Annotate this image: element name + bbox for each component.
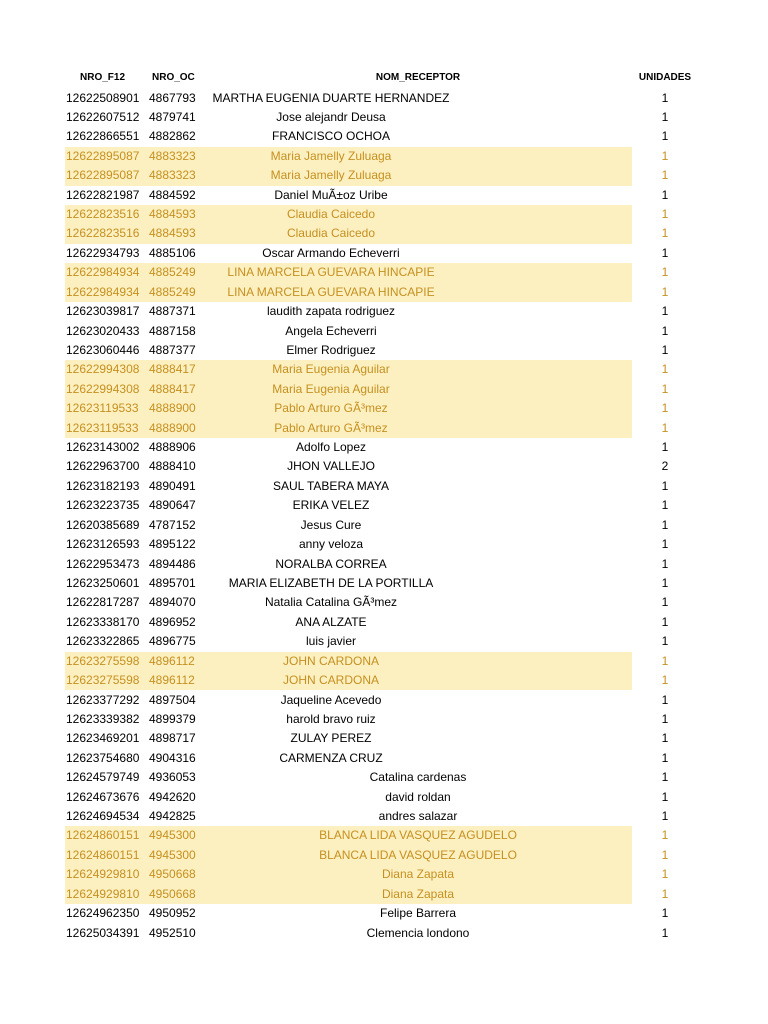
cell-nom-receptor: harold bravo ruiz (286, 711, 376, 726)
cell-nro-oc: 4950952 (149, 906, 196, 921)
cell-nom-receptor: Felipe Barrera (379, 906, 457, 921)
cell-nom-receptor: Clemencia londono (366, 925, 470, 940)
header-unidades: UNIDADES (638, 72, 692, 83)
cell-unidades: 1 (661, 401, 669, 416)
cell-nom-receptor: Diana Zapata (381, 867, 455, 882)
cell-unidades: 1 (661, 595, 669, 610)
cell-unidades: 1 (661, 867, 669, 882)
cell-nom-receptor: ZULAY PEREZ (290, 731, 372, 746)
cell-nom-receptor: Jose alejandr Deusa (276, 109, 386, 124)
cell-nro-f12: 12622994308 (66, 381, 140, 396)
table-row (0, 322, 768, 341)
cell-unidades: 1 (661, 847, 669, 862)
cell-nom-receptor: LINA MARCELA GUEVARA HINCAPIE (227, 265, 435, 280)
cell-nom-receptor: JOHN CARDONA (282, 673, 379, 688)
cell-nom-receptor: Pablo Arturo GÃ³mez (274, 401, 388, 416)
cell-nro-f12: 12623119533 (66, 420, 139, 435)
cell-nro-f12: 12624673676 (66, 789, 140, 804)
cell-nro-oc: 4888900 (149, 420, 196, 435)
table-row (0, 788, 768, 807)
cell-unidades: 1 (661, 614, 669, 629)
cell-nro-f12: 12622994308 (66, 362, 140, 377)
cell-nro-f12: 12622508901 (66, 90, 140, 105)
cell-unidades: 1 (661, 148, 669, 163)
cell-nro-oc: 4885249 (149, 265, 196, 280)
table-row (0, 846, 768, 865)
cell-nom-receptor: MARTHA EUGENIA DUARTE HERNANDEZ (212, 90, 450, 105)
cell-nro-oc: 4884592 (149, 187, 196, 202)
cell-nro-f12: 12623275598 (66, 653, 140, 668)
cell-nro-oc: 4896112 (149, 673, 195, 688)
cell-nro-f12: 12624962350 (66, 906, 140, 921)
cell-unidades: 1 (661, 90, 669, 105)
table-row (0, 205, 768, 224)
cell-nro-oc: 4879741 (149, 109, 196, 124)
cell-nro-oc: 4888417 (149, 381, 196, 396)
cell-unidades: 1 (661, 692, 669, 707)
cell-unidades: 1 (661, 886, 669, 901)
cell-unidades: 1 (661, 653, 669, 668)
cell-nro-f12: 12623754680 (66, 750, 140, 765)
cell-nom-receptor: LINA MARCELA GUEVARA HINCAPIE (227, 284, 435, 299)
table-row (0, 283, 768, 302)
header-nom-receptor: NOM_RECEPTOR (375, 72, 461, 83)
table-row (0, 147, 768, 166)
table-row (0, 477, 768, 496)
cell-nro-f12: 12622817287 (66, 595, 140, 610)
table-row (0, 127, 768, 146)
table-row (0, 652, 768, 671)
cell-nro-oc: 4887377 (149, 342, 196, 357)
cell-nro-f12: 12623020433 (66, 323, 140, 338)
header-nro-oc: NRO_OC (152, 72, 195, 83)
cell-nom-receptor: Daniel MuÃ±oz Uribe (274, 187, 388, 202)
cell-unidades: 1 (661, 304, 669, 319)
table-row (0, 691, 768, 710)
table-row (0, 768, 768, 787)
cell-nro-oc: 4888900 (149, 401, 196, 416)
cell-nro-oc: 4945300 (149, 847, 196, 862)
table-row (0, 826, 768, 845)
cell-nom-receptor: Claudia Caicedo (286, 226, 376, 241)
cell-nro-f12: 12623039817 (66, 304, 140, 319)
cell-nom-receptor: Maria Eugenia Aguilar (272, 362, 390, 377)
cell-nro-oc: 4867793 (149, 90, 196, 105)
cell-nro-f12: 12622953473 (66, 556, 140, 571)
cell-nro-f12: 12623223735 (66, 498, 140, 513)
cell-nom-receptor: Jaqueline Acevedo (280, 692, 382, 707)
cell-nro-f12: 12623182193 (66, 478, 140, 493)
cell-nro-oc: 4895122 (149, 537, 196, 552)
cell-unidades: 1 (661, 576, 669, 590)
cell-nom-receptor: Claudia Caicedo (286, 207, 376, 222)
cell-nro-f12: 12622895087 (66, 148, 140, 163)
cell-nro-oc: 4952510 (149, 925, 196, 940)
cell-nom-receptor: Maria Eugenia Aguilar (272, 381, 390, 396)
cell-nro-oc: 4883323 (149, 148, 196, 163)
cell-nro-f12: 12624929810 (66, 867, 140, 882)
cell-nom-receptor: ERIKA VELEZ (292, 498, 370, 513)
table-row (0, 535, 768, 554)
cell-nro-oc: 4896112 (149, 653, 195, 668)
cell-nro-oc: 4887371 (149, 304, 196, 319)
cell-unidades: 1 (661, 731, 669, 746)
table-row (0, 729, 768, 748)
cell-nro-f12: 12624860151 (66, 828, 140, 843)
cell-nro-f12: 12622823516 (66, 226, 140, 241)
cell-nro-oc: 4896952 (149, 614, 196, 629)
cell-unidades: 1 (661, 420, 669, 435)
table-row (0, 457, 768, 476)
cell-unidades: 1 (661, 129, 669, 144)
cell-unidades: 1 (661, 342, 669, 357)
cell-unidades: 1 (661, 323, 669, 338)
cell-nom-receptor: MARIA ELIZABETH DE LA PORTILLA (228, 576, 434, 590)
cell-nro-oc: 4894486 (149, 556, 196, 571)
cell-unidades: 1 (661, 750, 669, 765)
table-row (0, 341, 768, 360)
cell-nro-f12: 12622607512 (66, 109, 140, 124)
cell-nro-oc: 4950668 (149, 886, 196, 901)
cell-nom-receptor: Diana Zapata (381, 886, 455, 901)
cell-nro-oc: 4887158 (149, 323, 196, 338)
cell-unidades: 1 (661, 109, 669, 124)
cell-nro-f12: 12623322865 (66, 634, 140, 649)
cell-unidades: 1 (661, 809, 669, 824)
cell-nro-f12: 12624579749 (66, 770, 140, 785)
table-row (0, 593, 768, 612)
cell-nro-oc: 4883323 (149, 168, 196, 183)
table-row (0, 380, 768, 399)
cell-unidades: 1 (661, 207, 669, 222)
cell-unidades: 1 (661, 478, 669, 493)
table-row (0, 885, 768, 904)
cell-nro-f12: 12622984934 (66, 284, 140, 299)
cell-nro-f12: 12624929810 (66, 886, 140, 901)
cell-nro-oc: 4896775 (149, 634, 196, 649)
cell-nom-receptor: Natalia Catalina GÃ³mez (264, 595, 398, 610)
cell-unidades: 1 (661, 440, 669, 455)
cell-nom-receptor: Maria Jamelly Zuluaga (270, 168, 392, 183)
header-nro-f12: NRO_F12 (80, 72, 126, 83)
cell-nro-f12: 12622984934 (66, 265, 140, 280)
cell-nom-receptor: CARMENZA CRUZ (279, 750, 383, 765)
cell-unidades: 1 (661, 245, 669, 260)
cell-nro-oc: 4885106 (149, 245, 196, 260)
cell-nro-oc: 4950668 (149, 867, 196, 882)
cell-nro-f12: 12623143002 (66, 440, 140, 455)
table-row (0, 924, 768, 943)
cell-unidades: 1 (661, 362, 669, 377)
table-row (0, 360, 768, 379)
cell-unidades: 1 (661, 537, 669, 552)
cell-nom-receptor: NORALBA CORREA (275, 556, 387, 571)
table-row (0, 632, 768, 651)
table-row (0, 671, 768, 690)
cell-nro-f12: 12622895087 (66, 168, 140, 183)
cell-unidades: 1 (661, 265, 669, 280)
table-row (0, 302, 768, 321)
cell-nro-oc: 4942825 (149, 809, 196, 824)
cell-unidades: 1 (661, 711, 669, 726)
cell-nro-f12: 12620385689 (66, 517, 140, 532)
cell-nro-f12: 12622963700 (66, 459, 140, 474)
cell-unidades: 1 (661, 187, 669, 202)
cell-nom-receptor: JHON VALLEJO (287, 459, 375, 474)
cell-nro-f12: 12624860151 (66, 847, 140, 862)
cell-nro-f12: 12625034391 (66, 925, 140, 940)
cell-unidades: 1 (661, 634, 669, 649)
cell-nro-oc: 4787152 (149, 517, 196, 532)
cell-nro-oc: 4890491 (149, 478, 196, 493)
cell-nro-f12: 12623338170 (66, 614, 140, 629)
cell-nom-receptor: JOHN CARDONA (282, 653, 379, 668)
cell-nom-receptor: Catalina cardenas (369, 770, 467, 785)
cell-nro-oc: 4890647 (149, 498, 196, 513)
cell-nom-receptor: luis javier (305, 634, 356, 649)
table-row (0, 166, 768, 185)
cell-unidades: 1 (661, 770, 669, 785)
cell-nom-receptor: david roldan (385, 789, 451, 804)
cell-nro-f12: 12622866551 (66, 129, 140, 144)
cell-nom-receptor: Oscar Armando Echeverri (262, 245, 400, 260)
table-row (0, 419, 768, 438)
cell-nro-f12: 12622934793 (66, 245, 140, 260)
cell-nro-oc: 4899379 (149, 711, 196, 726)
cell-unidades: 1 (661, 828, 669, 843)
cell-nom-receptor: ANA ALZATE (295, 614, 367, 629)
cell-nro-oc: 4888417 (149, 362, 196, 377)
cell-nro-oc: 4888906 (149, 440, 196, 455)
cell-nom-receptor: laudith zapata rodriguez (266, 304, 396, 319)
cell-nom-receptor: Elmer Rodriguez (286, 342, 376, 357)
cell-nro-f12: 12623469201 (66, 731, 140, 746)
cell-unidades: 1 (661, 168, 669, 183)
cell-nro-oc: 4945300 (149, 828, 196, 843)
cell-unidades: 1 (661, 673, 669, 688)
table-row (0, 244, 768, 263)
table-row (0, 438, 768, 457)
cell-nom-receptor: Maria Jamelly Zuluaga (270, 148, 392, 163)
cell-unidades: 1 (661, 789, 669, 804)
cell-unidades: 1 (661, 381, 669, 396)
cell-nro-oc: 4888410 (149, 459, 196, 474)
cell-nom-receptor: FRANCISCO OCHOA (271, 129, 390, 144)
cell-nro-oc: 4898717 (149, 731, 196, 746)
cell-nro-f12: 12623119533 (66, 401, 139, 416)
table-row (0, 263, 768, 282)
table-row (0, 574, 768, 593)
cell-nom-receptor: Jesus Cure (300, 517, 362, 532)
cell-nro-f12: 12623339382 (66, 711, 140, 726)
cell-nro-oc: 4897504 (149, 692, 196, 707)
cell-unidades: 1 (661, 906, 669, 921)
cell-nom-receptor: SAUL TABERA MAYA (272, 478, 390, 493)
cell-nro-f12: 12623377292 (66, 692, 140, 707)
table-row (0, 89, 768, 108)
cell-nro-oc: 4885249 (149, 284, 196, 299)
cell-nro-f12: 12623250601 (66, 576, 140, 590)
table-row (0, 224, 768, 243)
cell-nro-oc: 4904316 (149, 750, 196, 765)
cell-nom-receptor: andres salazar (378, 809, 458, 824)
cell-nro-f12: 12623060446 (66, 342, 140, 357)
table-row (0, 749, 768, 768)
cell-nro-oc: 4895701 (149, 576, 196, 590)
table-row (0, 496, 768, 515)
cell-unidades: 1 (661, 498, 669, 513)
cell-unidades: 2 (661, 459, 669, 474)
cell-nro-f12: 12622823516 (66, 207, 140, 222)
cell-unidades: 1 (661, 556, 669, 571)
table-row (0, 710, 768, 729)
cell-nro-oc: 4942620 (149, 789, 196, 804)
table-row (0, 186, 768, 205)
table-row (0, 865, 768, 884)
cell-unidades: 1 (661, 925, 669, 940)
cell-nro-oc: 4882862 (149, 129, 196, 144)
cell-unidades: 1 (661, 226, 669, 241)
cell-nro-f12: 12623275598 (66, 673, 140, 688)
cell-nom-receptor: Adolfo Lopez (295, 440, 367, 455)
cell-unidades: 1 (661, 517, 669, 532)
table-row (0, 613, 768, 632)
cell-nro-oc: 4884593 (149, 207, 196, 222)
table-row (0, 108, 768, 127)
cell-nom-receptor: Pablo Arturo GÃ³mez (274, 420, 388, 435)
table-row (0, 516, 768, 535)
cell-nom-receptor: BLANCA LIDA VASQUEZ AGUDELO (319, 847, 517, 862)
cell-nom-receptor: Angela Echeverri (285, 323, 377, 338)
table-row (0, 399, 768, 418)
cell-nro-oc: 4936053 (149, 770, 196, 785)
table-row (0, 807, 768, 826)
cell-nro-oc: 4894070 (149, 595, 196, 610)
table-row (0, 904, 768, 923)
cell-nom-receptor: BLANCA LIDA VASQUEZ AGUDELO (319, 828, 517, 843)
table-row (0, 555, 768, 574)
cell-unidades: 1 (661, 284, 669, 299)
cell-nro-f12: 12622821987 (66, 187, 140, 202)
cell-nro-f12: 12623126593 (66, 537, 140, 552)
cell-nro-f12: 12624694534 (66, 809, 140, 824)
cell-nom-receptor: anny veloza (298, 537, 364, 552)
cell-nro-oc: 4884593 (149, 226, 196, 241)
